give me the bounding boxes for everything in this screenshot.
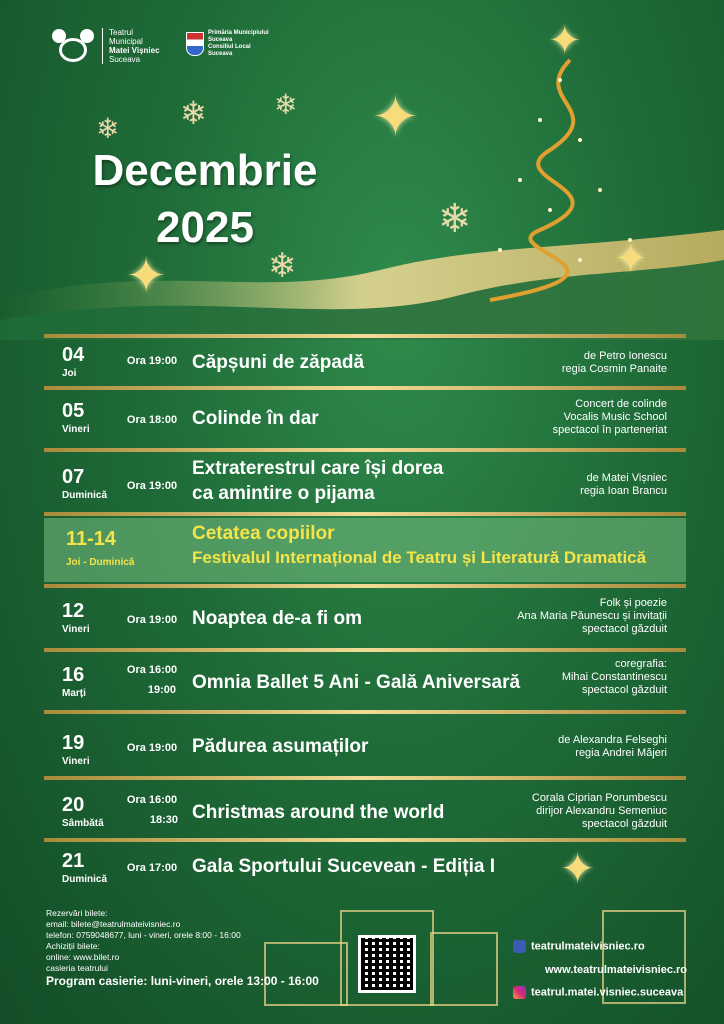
star-icon: ✦: [614, 237, 648, 281]
event-info: [517, 597, 667, 636]
event-title: [192, 456, 443, 506]
info-line: Mihai Constantinescu: [561, 671, 667, 683]
event-title-line: ca amintire o pijama: [192, 483, 375, 504]
snowflake-icon: ❄: [438, 197, 472, 241]
event-title: Noaptea de-a fi om: [192, 608, 362, 629]
divider: [44, 334, 686, 338]
event-title: Omnia Ballet 5 Ani - Gală Aniversară: [192, 672, 521, 693]
event-date: [62, 600, 122, 635]
info-line: coregrafia:: [615, 658, 667, 670]
event-time: Ora 19:00: [126, 355, 178, 367]
event-info: [562, 350, 667, 376]
info-line: regia Cosmin Panaite: [561, 363, 667, 375]
info-line: spectacol găzduit: [582, 684, 667, 696]
event-day: 20: [62, 794, 85, 816]
event-weekday: Vineri: [62, 624, 90, 635]
instagram-link[interactable]: [513, 986, 683, 999]
event-time: Ora 19:00: [126, 480, 178, 492]
festival-title: Cetatea copiilor: [192, 523, 335, 544]
event-title: Pădurea asumaților: [192, 736, 369, 757]
event-weekday: Sâmbătă: [62, 818, 104, 829]
facebook-link[interactable]: [513, 940, 645, 953]
snowflake-icon: ❄: [96, 113, 120, 144]
info-line: de Matei Vișniec: [586, 472, 667, 484]
event-weekday: Vineri: [62, 756, 90, 767]
snowflake-icon: ❄: [274, 89, 298, 120]
theatre-line4: Suceava: [109, 55, 141, 64]
divider: [44, 512, 686, 516]
snowflake-icon: ❄: [268, 247, 297, 285]
event-title: Colinde în dar: [192, 408, 319, 429]
star-icon: ✦: [372, 85, 419, 148]
event-day: 04: [62, 344, 85, 366]
event-date: [66, 528, 166, 568]
divider: [44, 386, 686, 390]
event-date: [62, 664, 122, 699]
event-info: [553, 398, 667, 437]
snowflake-icon: ❄: [180, 95, 207, 131]
event-title: [192, 522, 646, 570]
event-day: 11-14: [66, 528, 117, 550]
time-line: 18:30: [149, 814, 178, 826]
event-weekday: Marți: [62, 688, 86, 699]
info-line: Folk și poezie: [599, 597, 667, 609]
city-line1: Primăria Municipiului: [208, 30, 269, 36]
event-time: [122, 664, 182, 696]
info-line: spectacol găzduit: [582, 818, 667, 830]
footer-line: casieria teatrului: [46, 963, 108, 973]
event-time: Ora 19:00: [126, 614, 178, 626]
divider: [44, 648, 686, 652]
event-time: Ora 18:00: [126, 414, 178, 426]
event-info: [562, 658, 667, 697]
event-date: [62, 400, 122, 435]
info-line: Vocalis Music School: [563, 411, 667, 423]
gift-icon: [430, 932, 498, 1006]
city-line2: Suceava: [208, 37, 233, 43]
event-day: 19: [62, 732, 85, 754]
event-title: Căpșuni de zăpadă: [192, 352, 365, 373]
time-line: Ora 16:00: [126, 664, 178, 676]
time-line: Ora 16:00: [126, 794, 178, 806]
divider: [44, 710, 686, 714]
theatre-line1: Teatrul: [109, 28, 134, 37]
event-day: 07: [62, 466, 85, 488]
event-info: [558, 734, 667, 760]
city-crest-icon: [186, 32, 204, 56]
info-line: regia Ioan Brancu: [580, 485, 667, 497]
footer-email[interactable]: email: bilete@teatrulmateivisniec.ro: [46, 919, 181, 929]
star-icon: ✦: [560, 845, 596, 892]
facebook-label: teatrulmateivisniec.ro: [531, 940, 645, 953]
divider: [44, 776, 686, 780]
star-icon: ✦: [126, 250, 167, 303]
event-date: [62, 466, 122, 501]
time-line: 19:00: [147, 684, 176, 696]
theatre-line3: Matei Vișniec: [109, 46, 160, 55]
info-line: spectacol găzduit: [582, 623, 667, 635]
info-line: regia Andrei Măjeri: [575, 747, 667, 759]
event-title: Gala Sportului Sucevean - Ediția I: [192, 856, 496, 877]
info-line: Concert de colinde: [575, 398, 667, 410]
qr-code[interactable]: [358, 935, 416, 993]
title-year: 2025: [156, 203, 254, 252]
event-date: [62, 794, 122, 829]
info-line: de Petro Ionescu: [583, 350, 667, 362]
info-line: de Alexandra Felseghi: [558, 734, 667, 746]
event-time: [122, 794, 182, 826]
instagram-label: teatrul.matei.visniec.suceava: [531, 986, 684, 999]
city-logo: [186, 30, 269, 58]
event-title: Christmas around the world: [192, 802, 445, 823]
event-weekday: Duminică: [62, 490, 108, 501]
city-line3: Consiliul Local: [208, 44, 251, 50]
facebook-icon: [513, 940, 526, 953]
divider: [44, 448, 686, 452]
event-day: 12: [62, 600, 85, 622]
info-line: dirijor Alexandru Semeniuc: [536, 805, 667, 817]
footer-phone: telefon: 0759048677, luni - vineri, orele 8:00 - 16:00: [46, 930, 241, 940]
star-icon: ✦: [548, 19, 582, 63]
event-date: [62, 344, 122, 379]
event-day: 16: [62, 664, 85, 686]
event-title-line: Extraterestrul care își dorea: [192, 458, 444, 479]
festival-subtitle: Festivalul Internațional de Teatru și Literatură Dramatică: [192, 548, 647, 567]
event-time: Ora 17:00: [126, 862, 178, 874]
divider: [44, 838, 686, 842]
website-link[interactable]: www.teatrulmateivisniec.ro: [545, 964, 688, 976]
event-day: 21: [62, 850, 85, 872]
event-weekday: Vineri: [62, 424, 90, 435]
footer-hours: Program casierie: luni-vineri, orele 13:00 - 16:00: [46, 974, 319, 988]
panda-icon: [50, 29, 96, 63]
footer-line: Achiziții bilete:: [46, 941, 100, 951]
info-line: spectacol în parteneriat: [552, 424, 667, 436]
divider: [44, 584, 686, 588]
event-date: [62, 850, 122, 885]
event-info: [532, 792, 667, 831]
event-weekday: Duminică: [62, 874, 108, 885]
event-weekday: Joi: [62, 368, 77, 379]
info-line: Corala Ciprian Porumbescu: [531, 792, 667, 804]
theatre-logo: [50, 28, 160, 64]
theatre-line2: Municipal: [109, 37, 143, 46]
event-date: [62, 732, 122, 767]
footer-contact: [46, 908, 319, 987]
event-weekday: Joi - Duminică: [66, 557, 135, 568]
footer-line: Rezervări bilete:: [46, 908, 108, 918]
event-info: [580, 472, 667, 498]
event-time: Ora 19:00: [126, 742, 178, 754]
city-line4: Suceava: [208, 51, 233, 57]
event-day: 05: [62, 400, 85, 422]
title-month: Decembrie: [92, 146, 318, 195]
info-line: Ana Maria Păunescu și invitații: [517, 610, 667, 622]
footer-online[interactable]: online: www.bilet.ro: [46, 952, 120, 962]
instagram-icon: [513, 986, 526, 999]
